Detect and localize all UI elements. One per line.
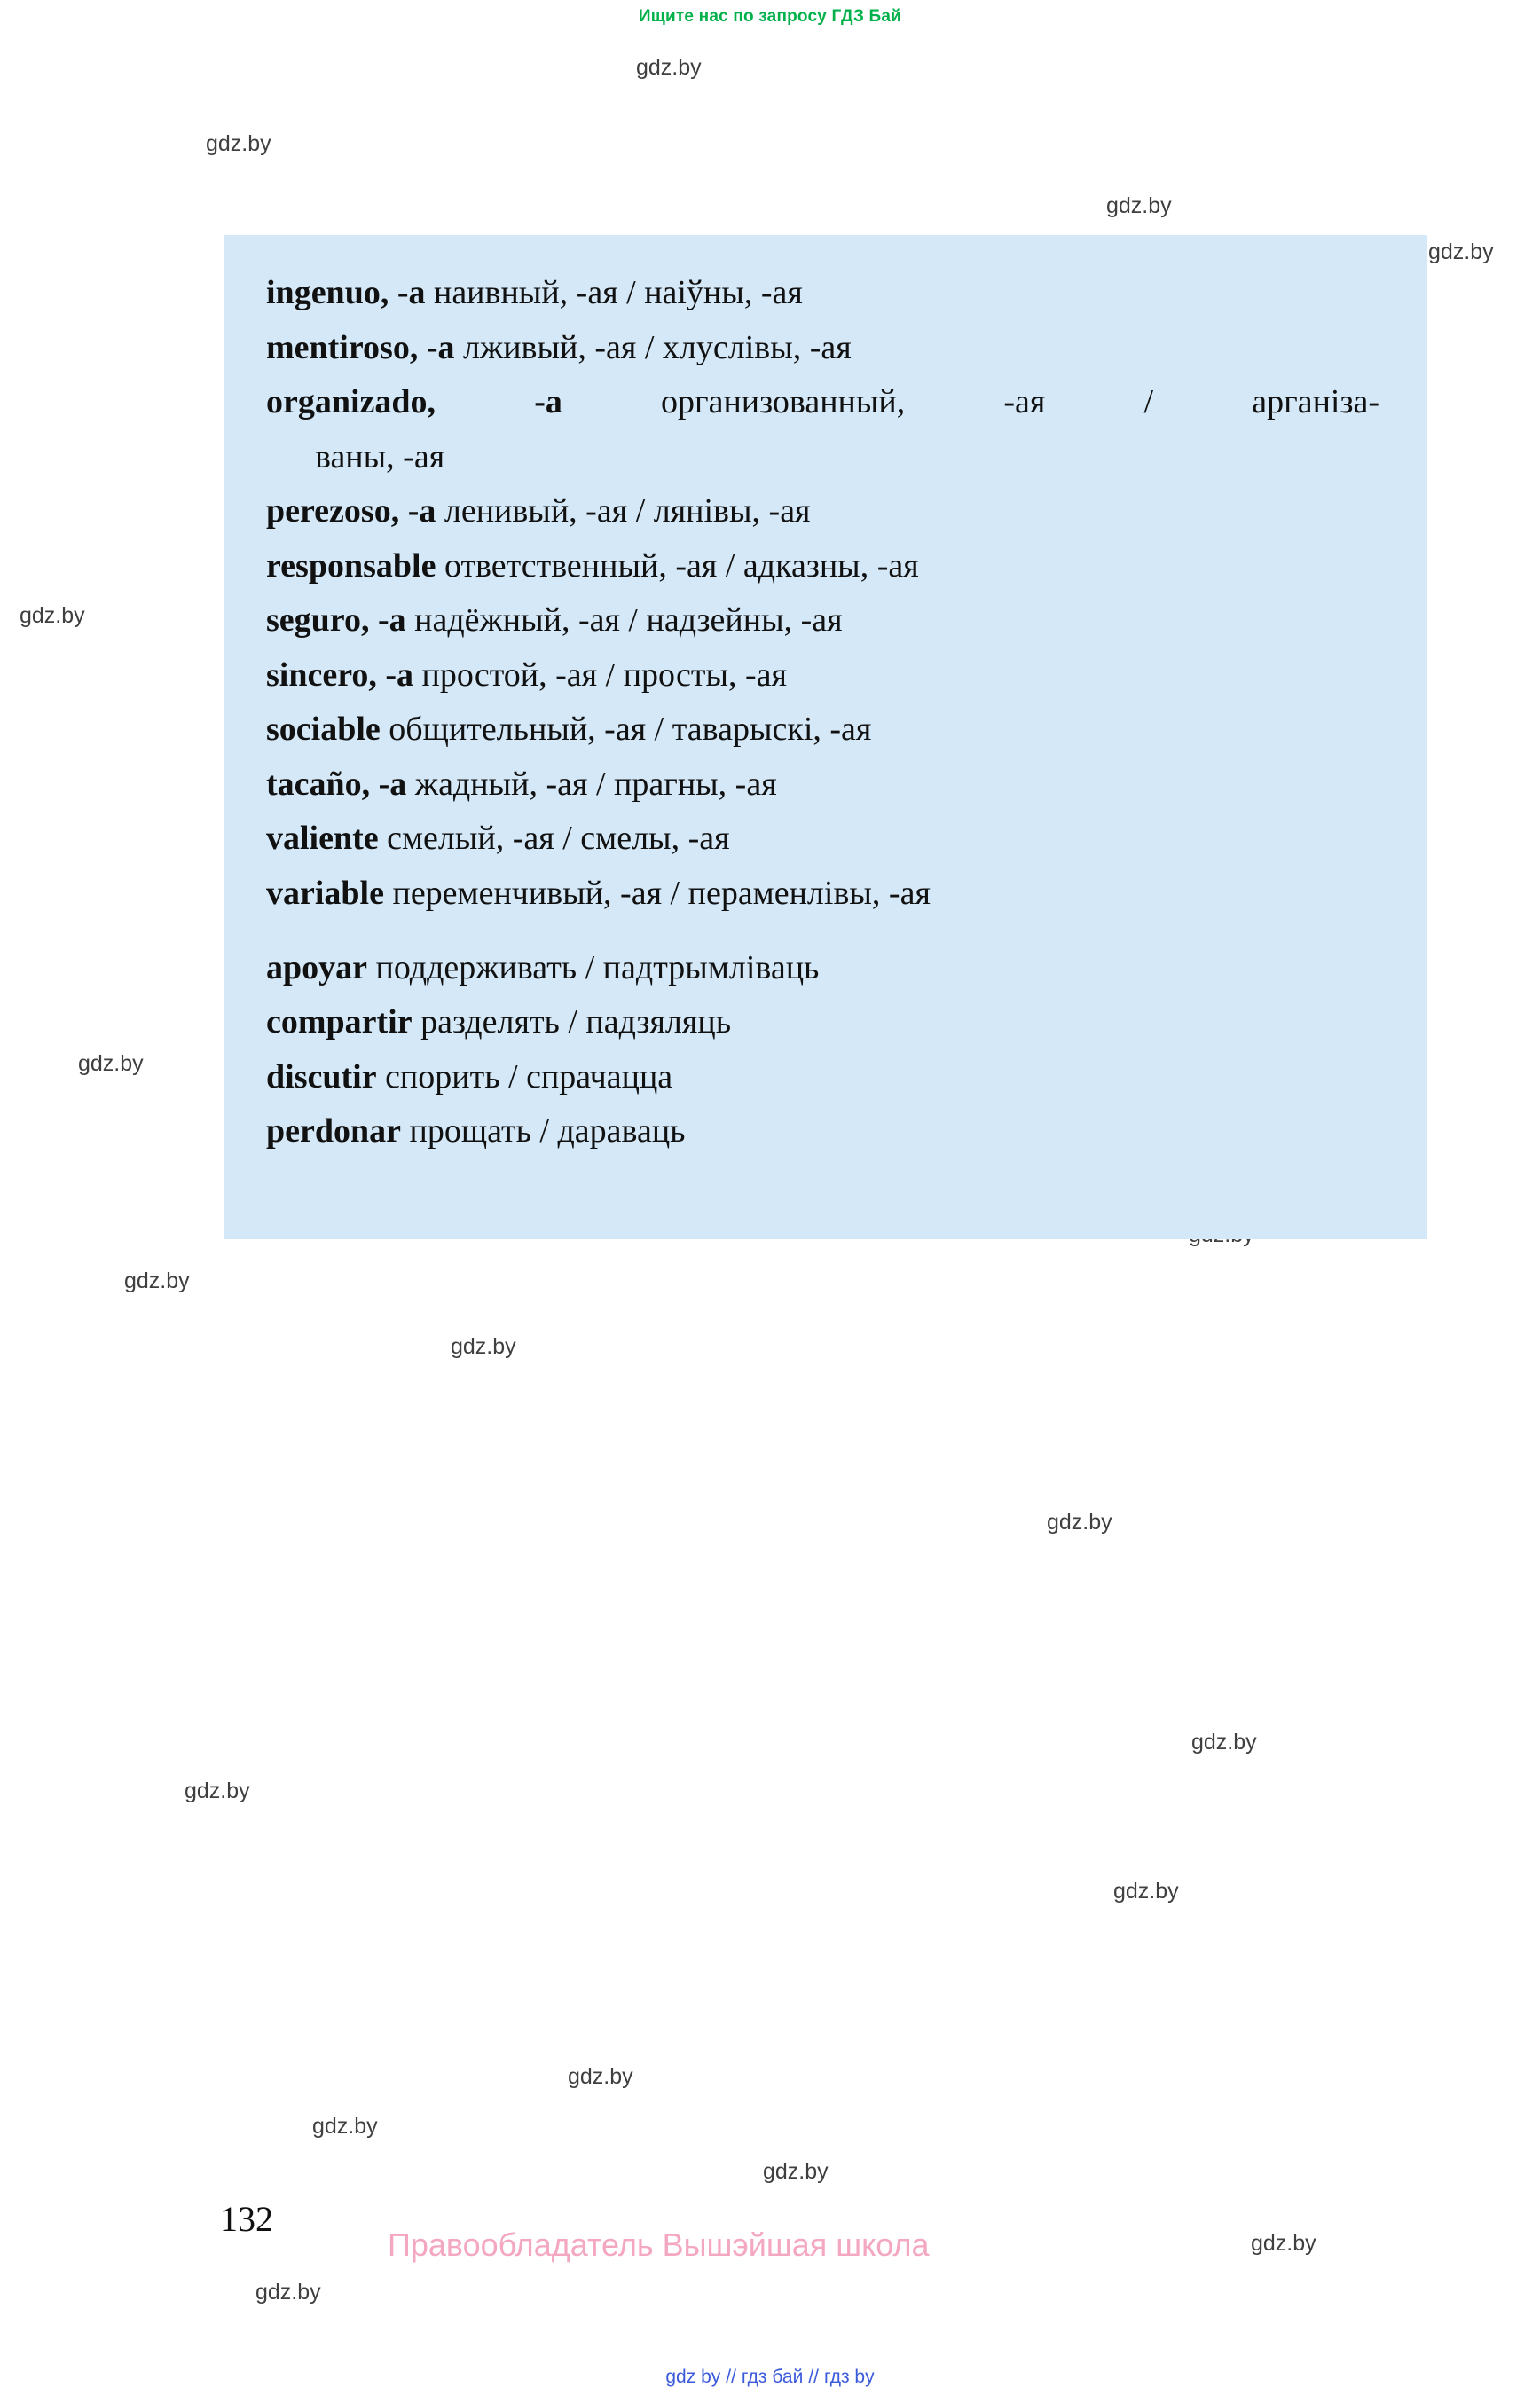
vocabulary-entry: [266, 321, 1392, 376]
watermark: gdz.by: [636, 55, 702, 80]
watermark: gdz.by: [185, 1779, 250, 1803]
vocabulary-headword: variable: [266, 875, 384, 913]
watermark: gdz.by: [1428, 240, 1494, 264]
vocabulary-entry: [266, 266, 1392, 321]
vocabulary-entry: [266, 1050, 1392, 1105]
watermark: gdz.by: [451, 1334, 516, 1359]
vocabulary-entry: [266, 430, 1392, 485]
watermark: gdz.by: [1191, 1730, 1257, 1755]
vocabulary-headword: responsable: [266, 546, 436, 585]
vocabulary-entry: [266, 648, 1392, 703]
vocabulary-translation: ответственный, -ая / адказны, -ая: [436, 546, 919, 585]
vocabulary-headword: apoyar: [266, 948, 367, 986]
vocabulary-entry: [266, 375, 1379, 430]
vocabulary-headword: organizado, -a: [266, 383, 562, 421]
promo-banner: Ищите нас по запросу ГДЗ Бай: [638, 7, 902, 26]
vocabulary-entry: [266, 539, 1392, 594]
vocabulary-translation: поддерживать / падтрымліваць: [367, 948, 820, 986]
vocabulary-entry: [266, 593, 1392, 648]
bottom-link-3[interactable]: гдз by: [823, 2367, 875, 2387]
vocabulary-entry: [266, 703, 1392, 758]
vocabulary-block: [224, 235, 1427, 1239]
watermark: gdz.by: [312, 2114, 378, 2139]
vocabulary-headword: ingenuo, -a: [266, 274, 426, 311]
vocabulary-translation: смелый, -ая / смелы, -ая: [378, 820, 730, 858]
watermark: gdz.by: [255, 2280, 321, 2305]
vocabulary-headword: discutir: [266, 1057, 377, 1095]
watermark: gdz.by: [1113, 1879, 1179, 1904]
bottom-link-2[interactable]: гдз бай: [741, 2367, 804, 2387]
watermark: gdz.by: [78, 1051, 144, 1076]
vocabulary-entry: [266, 941, 1392, 996]
watermark: gdz.by: [1106, 193, 1172, 218]
vocabulary-translation: надёжный, -ая / надзейны, -ая: [405, 601, 843, 640]
vocabulary-translation: прощать / дараваць: [401, 1112, 686, 1150]
vocabulary-headword: perezoso, -a: [266, 492, 436, 530]
vocabulary-translation: простой, -ая / просты, -ая: [413, 656, 787, 694]
page-number: 132: [220, 2199, 273, 2239]
vocabulary-translation: спорить / спрачацца: [376, 1057, 673, 1095]
vocabulary-list: [266, 266, 1392, 1159]
vocabulary-translation: ваны, -ая: [315, 437, 445, 475]
vocabulary-entry: [266, 867, 1392, 922]
vocabulary-translation: наивный, -ая / наіўны, -ая: [425, 274, 803, 311]
bottom-link-1[interactable]: gdz by: [665, 2367, 721, 2387]
vocabulary-headword: mentiroso, -a: [266, 328, 455, 366]
vocabulary-headword: compartir: [266, 1003, 412, 1041]
vocabulary-translation: организованный, -ая / арганіза-: [562, 383, 1379, 421]
vocabulary-headword: perdonar: [266, 1112, 401, 1150]
watermark: gdz.by: [1251, 2231, 1316, 2256]
vocabulary-translation: разделять / падзяляць: [412, 1003, 732, 1041]
vocabulary-entry: [266, 484, 1392, 539]
vocabulary-translation: ленивый, -ая / лянівы, -ая: [436, 492, 811, 530]
vocabulary-translation: общительный, -ая / таварыскі, -ая: [380, 711, 872, 749]
vocabulary-entry: [266, 812, 1392, 867]
vocabulary-translation: переменчивый, -ая / пераменлівы, -ая: [383, 875, 931, 913]
watermark: gdz.by: [568, 2064, 633, 2089]
watermark: gdz.by: [124, 1268, 190, 1293]
vocabulary-entry: [266, 758, 1392, 813]
vocabulary-entry: [266, 1104, 1392, 1159]
bottom-link-separator-2: //: [808, 2367, 819, 2387]
vocabulary-headword: sociable: [266, 711, 381, 749]
vocabulary-headword: seguro, -a: [266, 601, 406, 640]
vocabulary-translation: лживый, -ая / хлуслівы, -ая: [454, 328, 852, 366]
vocabulary-translation: жадный, -ая / прагны, -ая: [406, 765, 777, 803]
bottom-link-separator-1: //: [726, 2367, 736, 2387]
vocabulary-headword: tacaño, -a: [266, 765, 407, 803]
copyright-notice: Правообладатель Вышэйшая школа: [388, 2226, 930, 2263]
watermark: gdz.by: [763, 2159, 829, 2184]
watermark: gdz.by: [20, 603, 85, 628]
watermark: gdz.by: [206, 131, 271, 156]
vocabulary-headword: valiente: [266, 820, 379, 858]
vocabulary-entry: [266, 995, 1392, 1050]
bottom-links: [0, 2367, 1540, 2388]
vocabulary-headword: sincero, -a: [266, 656, 414, 694]
watermark: gdz.by: [1047, 1510, 1112, 1535]
